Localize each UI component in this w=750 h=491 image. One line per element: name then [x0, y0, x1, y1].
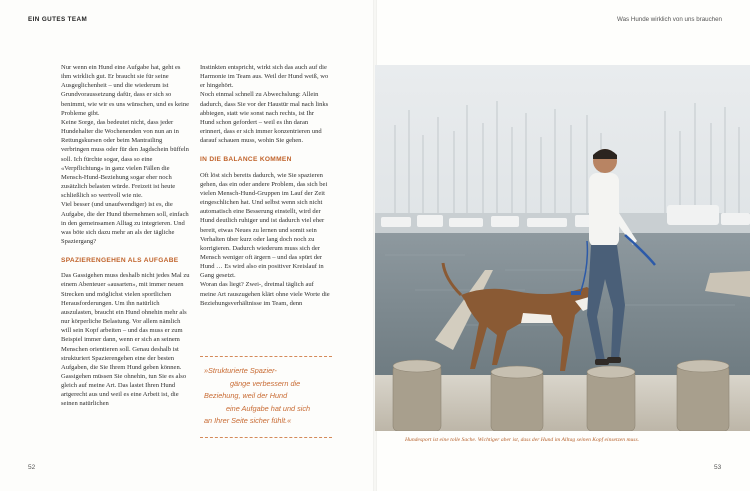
running-header-left: EIN GUTES TEAM — [28, 16, 88, 23]
page-number-right: 53 — [714, 464, 722, 471]
text-column-1 — [61, 63, 191, 409]
pull-quote-line: an Ihrer Seite sicher fühlt.« — [204, 416, 292, 426]
text-column-2 — [200, 63, 330, 308]
paragraph: Viel besser (und unaufwendiger) ist es, die Aufgabe, die der Hund übernehmen soll, einfach in den gemeinsamen Alltag zu integrieren. Und was böte sich dazu mehr an als der tägliche Spaziergang? — [61, 201, 189, 245]
section-heading: IN DIE BALANCE KOMMEN — [200, 156, 292, 164]
pull-quote-line: eine Aufgabe hat und sich — [226, 403, 311, 413]
pull-quote-line: gänge verbessern die — [230, 378, 301, 388]
section-heading: SPAZIERENGEHEN ALS AUFGABE — [61, 257, 179, 265]
harbor-dog-photo — [375, 65, 750, 431]
photo-caption: Hundesport ist eine tolle Sache. Wichtiger aber ist, dass der Hund im Alltag seinen Kopf einsetzen muss. — [405, 437, 640, 443]
paragraph: Instinkten entspricht, wirkt sich das auch auf die Harmonie im Team aus. Weil der Hund weiß, wo er hingehört. — [200, 64, 329, 90]
pull-quote-line: »Strukturierte Spazier- — [204, 366, 277, 375]
pull-quote — [200, 356, 332, 438]
paragraph: Nur wenn ein Hund eine Aufgabe hat, geht es ihm wirklich gut. Er braucht sie für seine Ausgeglichenheit – und die wiederum ist Grundvoraussetzung dafür, dass er sich so benimmt, wie wir es uns wünschen, und es keine Probleme gibt. — [61, 64, 190, 117]
paragraph: Noch einmal schnell zu Abwechslung: Allein dadurch, dass Sie vor der Haustür mal nach links abbiegen, statt wie sonst nach rechts, ist Ihr Hund schon gefordert – weil es ihn daran erinnert, dass er sich immer konzentrieren und darauf schauen muss, wohin Sie gehen. — [200, 91, 329, 145]
paragraph: Das Gassigehen muss deshalb nicht jedes Mal zu einem Abenteuer «ausarten», mit immer neuen Strecken und möglichst vielen sportlichen Herausforderungen. Um ihn natürlich auszulasten, braucht ein Hund ohnehin mehr als nur körperliche Belastung. Vor allem nämlich will sein Kopf arbeiten – und das muss er zum Beispiel immer dann, wenn er sich an seinem Menschen orientieren soll. Genau deshalb ist strukturiert Spazierengehen eine der besten Aufgaben, die Sie Ihrem Hund geben können. Gassigehen müssen Sie ohnehin, tun Sie es also gleich auf meine Art. Das lastet Ihren Hund artgerecht aus und weil es eine Arbeit ist, die seinen natürlichen — [61, 272, 190, 408]
paragraph: Woran das liegt? Zwei-, dreimal täglich auf meine Art rauszugehen klärt ohne viele Worte die Beziehungsverhältnisse im Team, denn — [200, 281, 330, 307]
paragraph: Keine Sorge, das bedeutet nicht, dass jeder Hundehalter die Wochenenden von nun an in Rettungskursen oder beim Mantrailing verbringen muss oder für den Jagdschein büffeln soll. Ich fürchte sogar, dass so eine «Verpflichtung» in ganz vielen Fällen die Mensch-Hund-Beziehung sogar eher noch zusätzlich belasten würde. Freizeit ist heute schließlich so wertvoll wie nie. — [61, 118, 189, 200]
running-header-right: Was Hunde wirklich von uns brauchen — [616, 16, 722, 23]
page-number-left: 52 — [28, 464, 36, 471]
pull-quote-line: Beziehung, weil der Hund — [204, 391, 288, 401]
paragraph: Oft löst sich bereits dadurch, wie Sie spazieren gehen, das ein oder andere Problem, das sich bei vielen Mensch-Hund-Gruppen im Lauf der Zeit eingeschlichen hat. Und selbst wenn sich nicht automatisch eine Besserung einstellt, wird der Hund deutlich ruhiger und ist dadurch viel eher bereit, etwas Neues zu lernen und somit sein Verhalten über kurz oder lang doch noch zu korrigieren. Dadurch wiederum muss sich der Mensch weniger oft ärgern – und das spürt der Hund … Es wird also ein positiver Kreislauf in Gang gesetzt. — [200, 171, 328, 280]
